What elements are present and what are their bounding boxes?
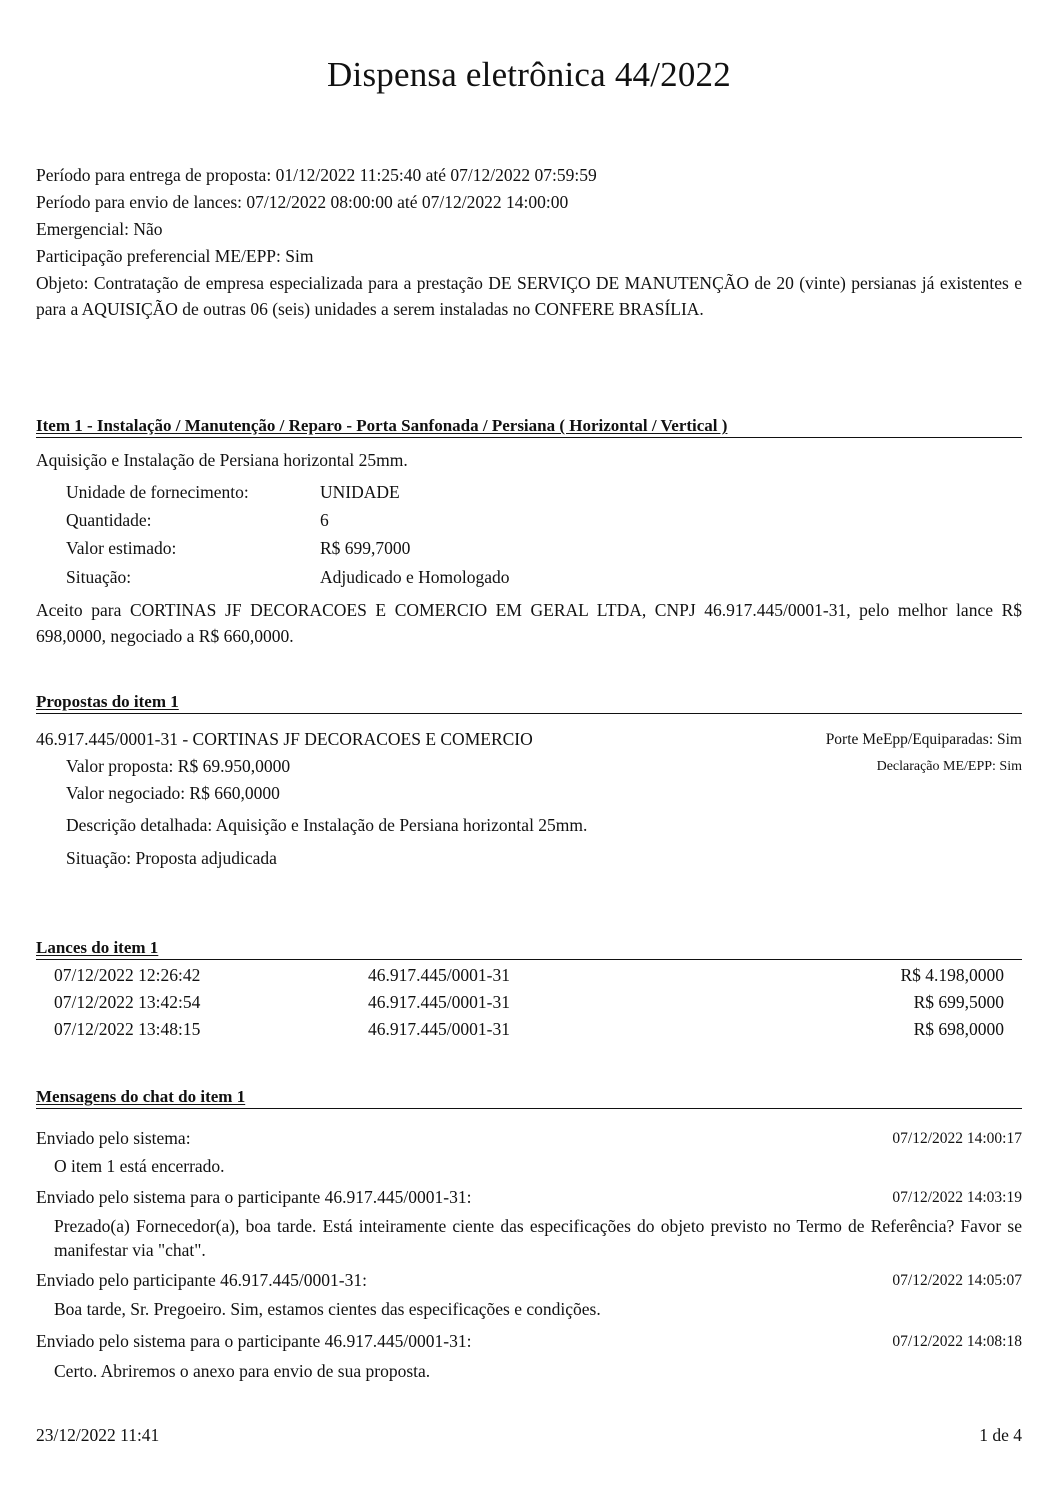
bid-cnpj: 46.917.445/0001-31 <box>368 992 510 1012</box>
chat-sender: Enviado pelo sistema para o participante 46.917.445/0001-31: <box>36 1187 472 1207</box>
chat-message-text: O item 1 está encerrado. <box>54 1156 225 1176</box>
accepted-statement: Aceito para CORTINAS JF DECORACOES E COMERCIO EM GERAL LTDA, CNPJ 46.917.445/0001-31, pelo melhor lance R$ 698,0000, negociado a R$ 660,0000. <box>36 600 1022 646</box>
proposal-supplier: 46.917.445/0001-31 - CORTINAS JF DECORACOES E COMERCIO <box>36 729 533 749</box>
item-description: Aquisição e Instalação de Persiana horizontal 25mm. <box>36 450 408 470</box>
chat-sender: Enviado pelo sistema para o participante 46.917.445/0001-31: <box>36 1331 472 1351</box>
chat-message-text: Certo. Abriremos o anexo para envio de sua proposta. <box>54 1361 431 1381</box>
field-label-estimated: Valor estimado: <box>66 538 177 558</box>
chat-time: 07/12/2022 14:05:07 <box>892 1272 1022 1289</box>
footer-datetime: 23/12/2022 11:41 <box>36 1425 160 1445</box>
proposal-status: Situação: Proposta adjudicada <box>66 848 277 868</box>
proposal-declaration: Declaração ME/EPP: Sim <box>876 759 1022 774</box>
document-title: Dispensa eletrônica 44/2022 <box>327 55 731 94</box>
emergency-flag: Emergencial: Não <box>36 219 163 239</box>
bid-date: 07/12/2022 13:42:54 <box>54 992 201 1012</box>
proposals-heading: Propostas do item 1 <box>36 692 1022 714</box>
bid-date: 07/12/2022 13:48:15 <box>54 1019 201 1039</box>
footer-page-number: 1 de 4 <box>979 1425 1022 1445</box>
chat-sender: Enviado pelo sistema: <box>36 1128 191 1148</box>
field-label-unit: Unidade de fornecimento: <box>66 482 249 502</box>
chat-time: 07/12/2022 14:08:18 <box>892 1333 1022 1350</box>
proposal-value: Valor proposta: R$ 69.950,0000 <box>66 756 291 776</box>
proposal-porte: Porte MeEpp/Equiparadas: Sim <box>825 731 1022 748</box>
field-value-quantity: 6 <box>320 510 329 530</box>
bid-cnpj: 46.917.445/0001-31 <box>368 965 510 985</box>
proposal-period: Período para entrega de proposta: 01/12/2022 11:25:40 até 07/12/2022 07:59:59 <box>36 165 597 185</box>
chat-time: 07/12/2022 14:03:19 <box>892 1189 1022 1206</box>
proposal-negotiated: Valor negociado: R$ 660,0000 <box>66 783 280 803</box>
proposal-detailed-description: Descrição detalhada: Aquisição e Instalação de Persiana horizontal 25mm. <box>66 815 588 835</box>
chat-heading: Mensagens do chat do item 1 <box>36 1087 1022 1109</box>
bids-heading: Lances do item 1 <box>36 938 1022 960</box>
bid-value: R$ 698,0000 <box>913 1019 1004 1039</box>
bid-value: R$ 4.198,0000 <box>900 965 1004 985</box>
chat-message-text: Prezado(a) Fornecedor(a), boa tarde. Está inteiramente ciente das especificações do objeto previsto no Termo de Referência? Favor se manifestar via "chat". <box>54 1216 1022 1260</box>
preferential-participation: Participação preferencial ME/EPP: Sim <box>36 246 314 266</box>
field-label-quantity: Quantidade: <box>66 510 152 530</box>
field-value-unit: UNIDADE <box>320 482 400 502</box>
bid-date: 07/12/2022 12:26:42 <box>54 965 201 985</box>
bid-cnpj: 46.917.445/0001-31 <box>368 1019 510 1039</box>
field-value-status: Adjudicado e Homologado <box>320 567 510 587</box>
field-value-estimated: R$ 699,7000 <box>320 538 411 558</box>
object-description: Objeto: Contratação de empresa especializada para a prestação DE SERVIÇO DE MANUTENÇÃO de 20 (vinte) persianas já existentes e para a AQUISIÇÃO de outras 06 (seis) unidades a serem instaladas no CONFERE BRASÍLIA. <box>36 273 1022 319</box>
chat-message-text: Boa tarde, Sr. Pregoeiro. Sim, estamos cientes das especificações e condições. <box>54 1299 601 1319</box>
chat-sender: Enviado pelo participante 46.917.445/0001-31: <box>36 1270 367 1290</box>
chat-time: 07/12/2022 14:00:17 <box>892 1130 1022 1147</box>
bids-period: Período para envio de lances: 07/12/2022 08:00:00 até 07/12/2022 14:00:00 <box>36 192 569 212</box>
item-heading: Item 1 - Instalação / Manutenção / Reparo - Porta Sanfonada / Persiana ( Horizontal / Vertical ) <box>36 416 1022 438</box>
field-label-status: Situação: <box>66 567 132 587</box>
bid-value: R$ 699,5000 <box>913 992 1004 1012</box>
